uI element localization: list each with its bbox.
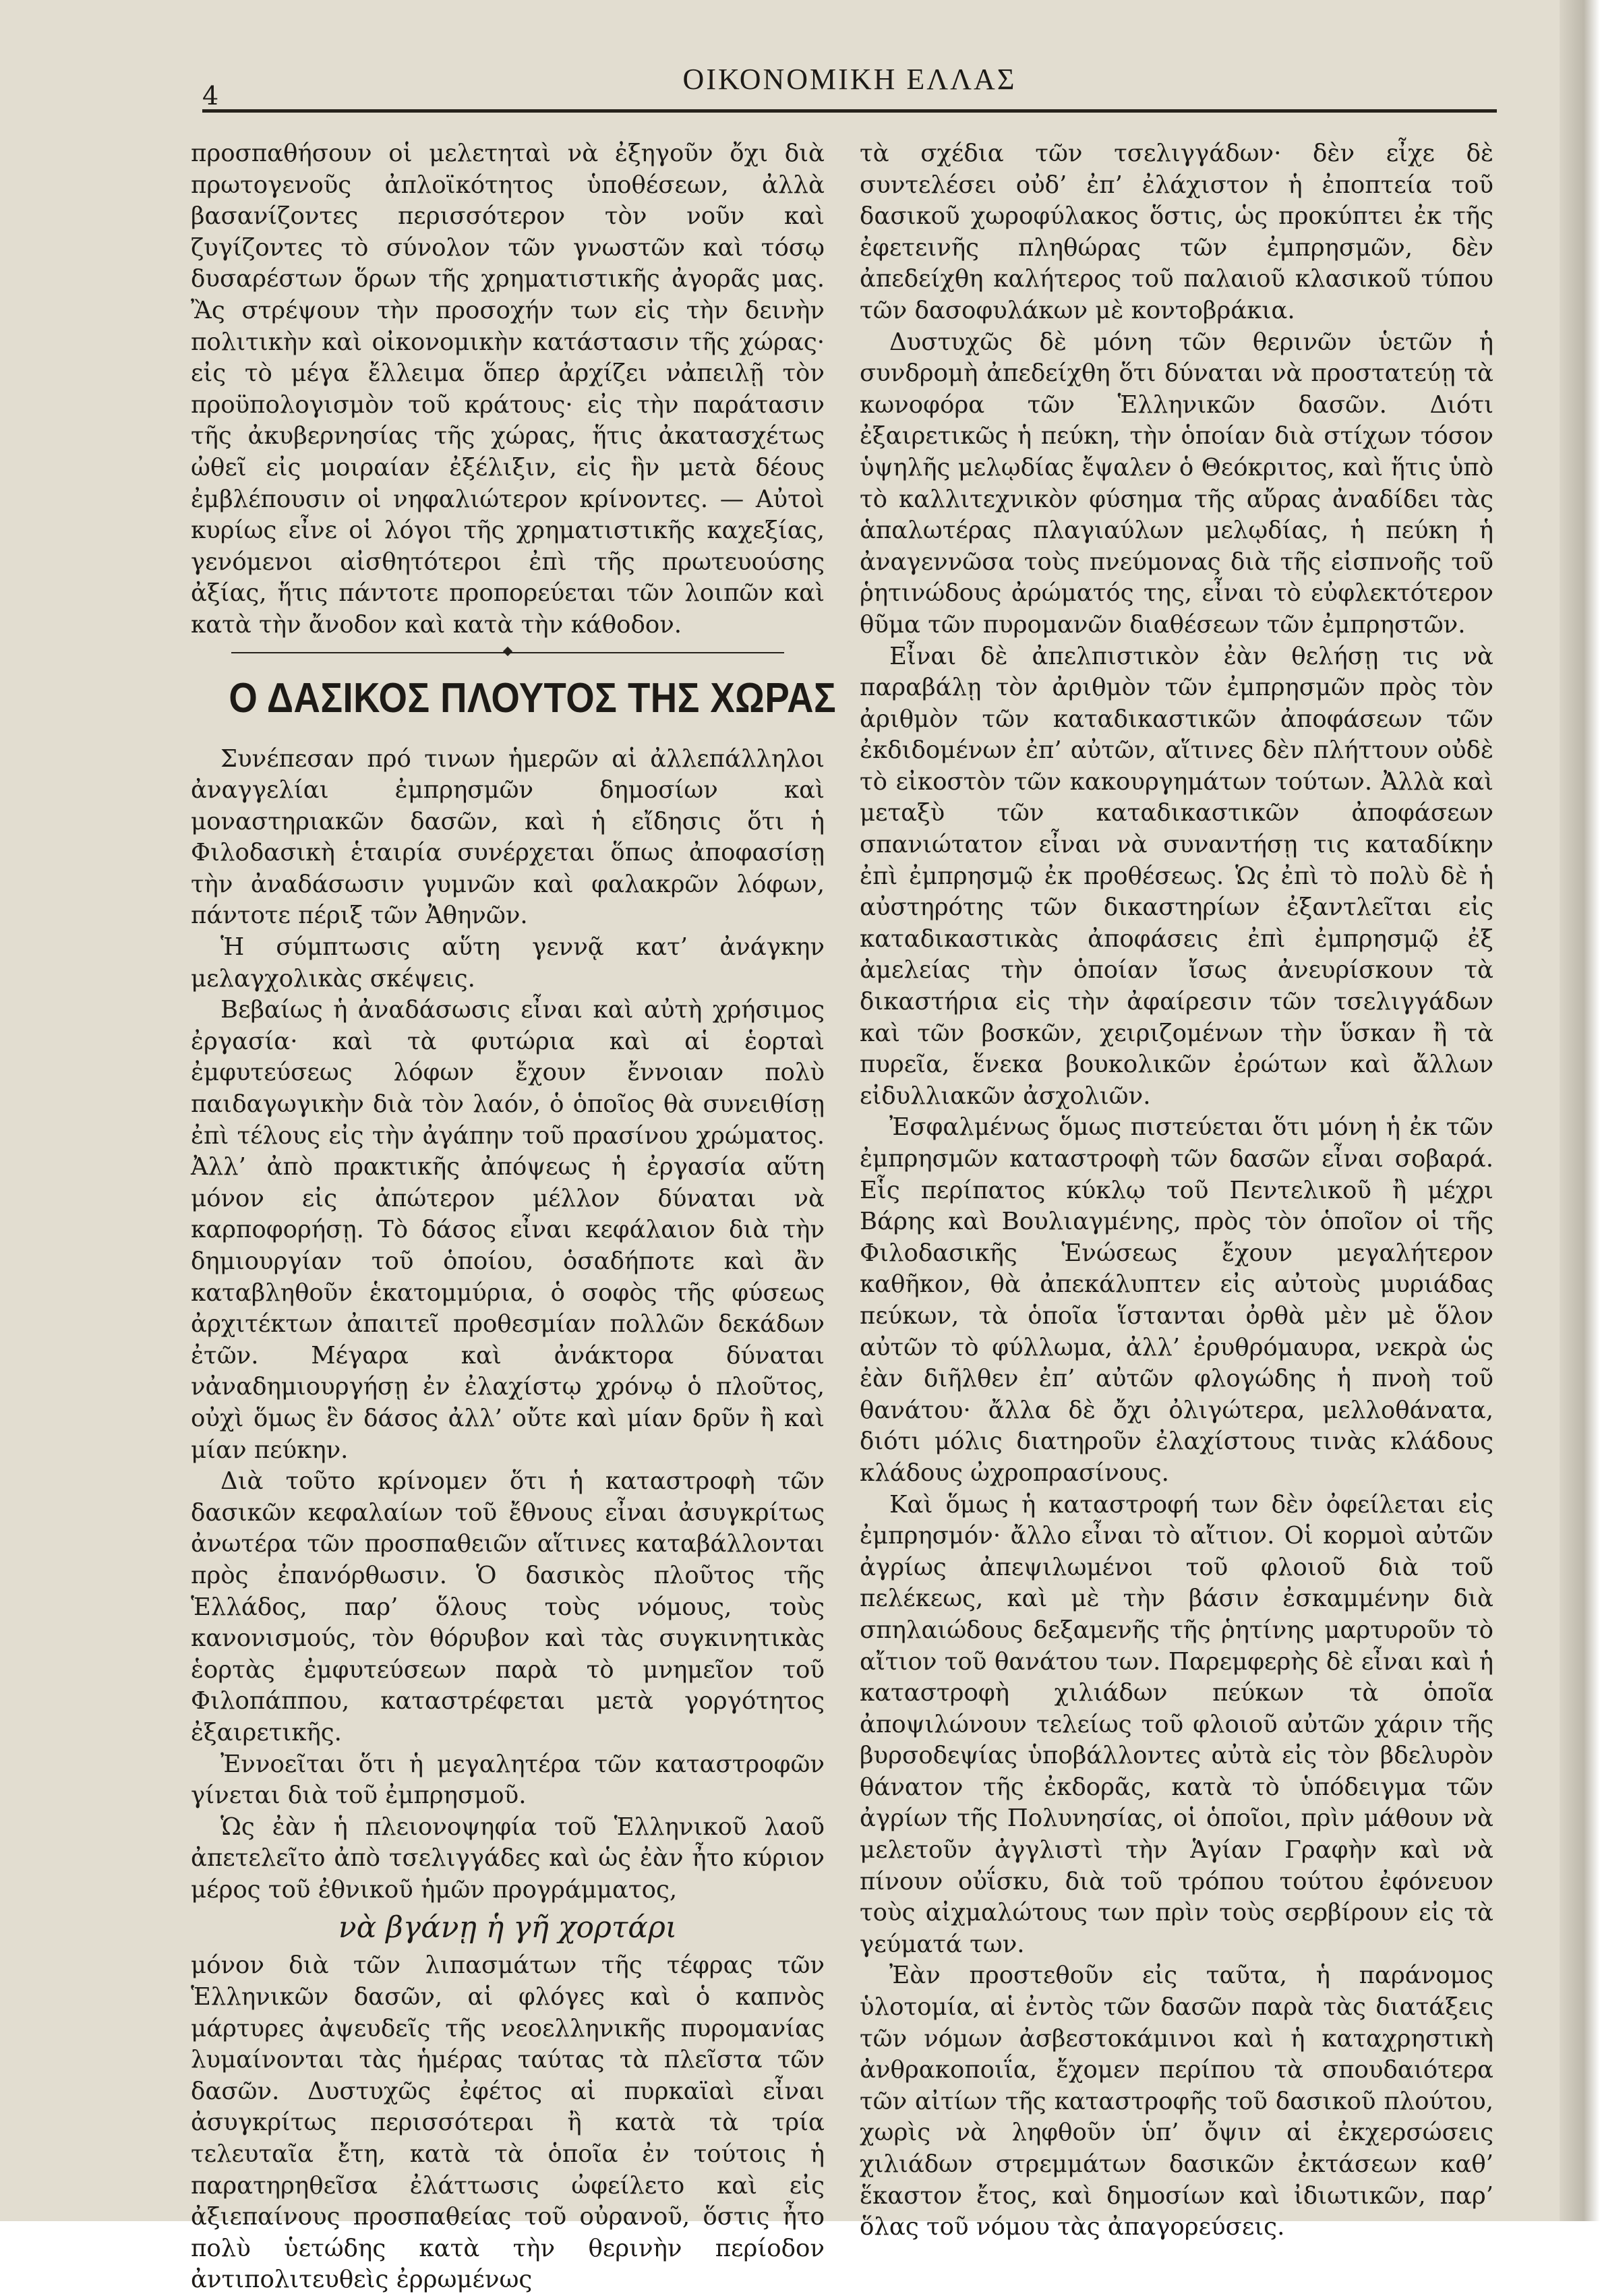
- article-paragraph: Καὶ ὅμως ἡ καταστροφή των δὲν ὀφείλεται εἰς ἐμπρησμόν· ἄλλο εἶναι τὸ αἴτιον. Οἱ κορμοὶ αὐτῶν ἀγρίως ἀπεψιλωμένοι τοῦ φλοιοῦ διὰ τοῦ πελέκεως, καὶ μὲ τὴν βάσιν ἐσκαμμένην διὰ σπηλαιώδους δεξαμενῆς τῆς ῥητίνης μαρτυροῦν τὸ αἴτιον τοῦ θανάτου των. Παρεμφερὴς δὲ εἶναι καὶ ἡ καταστροφὴ χιλιάδων πεύκων τὰ ὁποῖα ἀποψιλώνουν τελείως τοῦ φλοιοῦ αὐτῶν χάριν τῆς βυρσοδεψίας ὑποβάλλοντες αὐτὰ εἰς τὸν βδελυρὸν θάνατον τῆς ἐκδορᾶς, κατὰ τὸ ὑπόδειγμα τῶν ἀγρίων τῆς Πολυνησίας, οἱ ὁποῖοι, πρὶν μάθουν νὰ μελετοῦν ἀγγλιστὶ τὴν Ἁγίαν Γραφὴν καὶ νὰ πίνουν οὐΐσκυ, διὰ τοῦ τρόπου τούτου ἐφόνευον τοὺς αἰχμαλώτους των πρὶν τοὺς σερβίρουν εἰς τὰ γεύματά των.: [860, 1490, 1493, 1958]
- article-paragraph: Εἶναι δὲ ἀπελπιστικὸν ἐὰν θελήσῃ τις νὰ παραβάλῃ τὸν ἀριθμὸν τῶν ἐμπρησμῶν πρὸς τὸν ἀριθμὸν τῶν καταδικαστικῶν ἀποφάσεων τῶν ἐκδιδομένων ἐπ’ αὐτῶν, αἵτινες δὲν πλήττουν οὐδὲ τὸ εἰκοστὸν τῶν κακουργημάτων τούτων. Ἀλλὰ καὶ μεταξὺ τῶν καταδικαστικῶν ἀποφάσεων σπανιώτατον εἶναι νὰ συναντήσῃ τις καταδίκην ἐπὶ ἐμπρησμῷ ἐκ προθέσεως. Ὡς ἐπὶ τὸ πολὺ δὲ ἡ αὐστηρότης τῶν δικαστηρίων ἐξαντλεῖται εἰς καταδικαστικὰς ἀποφάσεις ἐπὶ ἐμπρησμῷ ἐξ ἀμελείας τὴν ὁποίαν ἴσως ἀνευρίσκουν τὰ δικαστήρια εἰς τὴν ἀφαίρεσιν τῶν τσελιγγάδων καὶ τῶν βοσκῶν, χειριζομένων τὴν ὕσκαν ἢ τὰ πυρεῖα, ἕνεκα βουκολικῶν ἐρώτων καὶ ἄλλων εἰδυλλιακῶν ἀσχολιῶν.: [860, 642, 1493, 1110]
- verse-quote: νὰ βγάνῃ ἡ γῆ χορτάρι: [338, 1910, 678, 1945]
- divider-ornament: [503, 646, 512, 655]
- article-paragraph: μόνον διὰ τῶν λιπασμάτων τῆς τέφρας τῶν Ἑλληνικῶν δασῶν, αἱ φλόγες καὶ ὁ καπνὸς μάρτυρες ἀψευδεῖς τῆς νεοελληνικῆς πυρομανίας λυμαίνονται τὰς ἡμέρας ταύτας τὰ πλεῖστα τῶν δασῶν. Δυστυχῶς ἐφέτος αἱ πυρκαϊαὶ εἶναι ἀσυγκρίτως περισσότεραι ἢ κατὰ τὰ τρία τελευταῖα ἔτη, κατὰ τὰ ὁποῖα ἐν τούτοις ἡ παρατηρηθεῖσα ἐλάττωσις ὠφείλετο καὶ εἰς ἀξιεπαίνους προσπαθείας τοῦ οὐρανοῦ, ὅστις ἦτο πολὺ ὑετώδης κατὰ τὴν θερινὴν περίοδον ἀντιπολιτευθεὶς ἐρρωμένως: [191, 1951, 825, 2294]
- article-paragraph: Ὡς ἐὰν ἡ πλειονοψηφία τοῦ Ἑλληνικοῦ λαοῦ ἀπετελεῖτο ἀπὸ τσελιγγάδες καὶ ὡς ἐὰν ἦτο κύριον μέρος τοῦ ἐθνικοῦ ἡμῶν προγράμματος,: [191, 1813, 825, 1904]
- header-rule: [202, 109, 1497, 113]
- running-title: ΟΙΚΟΝΟΜΙΚΗ ΕΛΛΑΣ: [682, 63, 1017, 96]
- article-paragraph: Διὰ τοῦτο κρίνομεν ὅτι ἡ καταστροφὴ τῶν δασικῶν κεφαλαίων τοῦ ἔθνους εἶναι ἀσυγκρίτως ἀνωτέρα τῶν προσπαθειῶν αἵτινες καταβάλλονται πρὸς ἐπανόρθωσιν. Ὁ δασικὸς πλοῦτος τῆς Ἑλλάδος, παρ’ ὅλους τοὺς νόμους, τοὺς κανονισμούς, τὸν θόρυβον καὶ τὰς συγκινητικὰς ἑορτὰς ἐμφυτεύσεων παρὰ τὸ μνημεῖον τοῦ Φιλοπάππου, καταστρέφεται μετὰ γοργότητος ἐξαιρετικῆς.: [191, 1467, 825, 1746]
- article-paragraph: Βεβαίως ἡ ἀναδάσωσις εἶναι καὶ αὐτὴ χρήσιμος ἐργασία· καὶ τὰ φυτώρια καὶ αἱ ἑορταὶ ἐμφυτεύσεως λόφων ἔχουν ἔννοιαν πολὺ παιδαγωγικὴν διὰ τὸν λαόν, ὁ ὁποῖος θὰ συνειθίσῃ ἐπὶ τέλους εἰς τὴν ἀγάπην τοῦ πρασίνου χρώματος. Ἀλλ’ ἀπὸ πρακτικῆς ἀπόψεως ἡ ἐργασία αὕτη μόνον εἰς ἀπώτερον μέλλον δύναται νὰ καρποφορήσῃ. Τὸ δάσος εἶναι κεφάλαιον διὰ τὴν δημιουργίαν τοῦ ὁποίου, ὁσαδήποτε καὶ ἂν καταβληθοῦν ἑκατομμύρια, ὁ σοφὸς τῆς φύσεως ἀρχιτέκτων ἀπαιτεῖ προθεσμίαν πολλῶν δεκάδων ἐτῶν. Μέγαρα καὶ ἀνάκτορα δύναται νἀναδημιουργήσῃ ἐν ἐλαχίστῳ χρόνῳ ὁ πλοῦτος, οὐχὶ ὅμως ἓν δάσος ἀλλ’ οὔτε καὶ μίαν δρῦν ἢ καὶ μίαν πεύκην.: [191, 996, 825, 1464]
- article-paragraph: Ἐὰν προστεθοῦν εἰς ταῦτα, ἡ παράνομος ὑλοτομία, αἱ ἐντὸς τῶν δασῶν παρὰ τὰς διατάξεις τῶν νόμων ἀσβεστοκάμινοι καὶ ἡ καταχρηστικὴ ἀνθρακοποιΐα, ἔχομεν περίπου τὰ σπουδαιότερα τῶν αἰτίων τῆς καταστροφῆς τοῦ δασικοῦ πλούτου, χωρὶς νὰ ληφθοῦν ὑπ’ ὄψιν αἱ ἐκχερσώσεις χιλιάδων στρεμμάτων δασικῶν ἐκτάσεων καθ’ ἕκαστον ἔτος, καὶ δημοσίων καὶ ἰδιωτικῶν, παρ’ ὅλας τοῦ νόμου τὰς ἀπαγορεύσεις.: [860, 1962, 1493, 2241]
- page-header: [202, 61, 1497, 115]
- page-number: 4: [202, 81, 219, 111]
- scan-edge-shadow: [1560, 0, 1600, 2221]
- article-paragraph: Ἡ σύμπτωσις αὕτη γεννᾷ κατ’ ἀνάγκην μελαγχολικὰς σκέψεις.: [191, 933, 825, 993]
- left-column: [191, 138, 837, 2296]
- article-paragraph: Συνέπεσαν πρό τινων ἡμερῶν αἱ ἀλλεπάλληλοι ἀναγγελίαι ἐμπρησμῶν δημοσίων καὶ μοναστηριακῶν δασῶν, καὶ ἡ εἴδησις ὅτι ἡ Φιλοδασικὴ ἑταιρία συνέρχεται ὅπως ἀποφασίσῃ τὴν ἀναδάσωσιν γυμνῶν καὶ φαλακρῶν λόφων, πάντοτε πέριξ τῶν Ἀθηνῶν.: [191, 744, 825, 930]
- article-paragraph: Δυστυχῶς δὲ μόνη τῶν θερινῶν ὑετῶν ἡ συνδρομὴ ἀπεδείχθη ὅτι δύναται νὰ προστατεύῃ τὰ κωνοφόρα τῶν Ἑλληνικῶν δασῶν. Διότι ἐξαιρετικῶς ἡ πεύκη, τὴν ὁποίαν διὰ στίχων τόσον ὑψηλῆς μελῳδίας ἔψαλεν ὁ Θεόκριτος, καὶ ἥτις ὑπὸ τὸ καλλιτεχνικὸν φύσημα τῆς αὔρας ἀναδίδει τὰς ἁπαλωτέρας πλαγιαύλων μελῳδίας, ἡ πεύκη ἡ ἀναγεννῶσα τοὺς πνεύμονας διὰ τῆς εἰσπνοῆς τοῦ ῥητινώδους ἀρώματός της, εἶναι τὸ εὐφλεκτότερον θῦμα τῶν πυρομανῶν διαθέσεων τῶν ἐμπρηστῶν.: [860, 328, 1493, 639]
- article-headline: Ο ΔΑΣΙΚΟΣ ΠΛΟΥΤΟΣ ΤΗΣ ΧΩΡΑΣ: [229, 674, 837, 722]
- right-column: [860, 138, 1493, 2243]
- section-divider: [231, 647, 784, 659]
- article-paragraph: Ἐσφαλμένως ὅμως πιστεύεται ὅτι μόνη ἡ ἐκ τῶν ἐμπρησμῶν καταστροφὴ τῶν δασῶν εἶναι σοβαρά. Εἷς περίπατος κύκλῳ τοῦ Πεντελικοῦ ἢ μέχρι Βάρης καὶ Βουλιαγμένης, πρὸς τὸν ὁποῖον οἱ τῆς Φιλοδασικῆς Ἑνώσεως ἔχουν μεγαλήτερον καθῆκον, θὰ ἀπεκάλυπτεν εἰς αὐτοὺς μυριάδας πεύκων, τὰ ὁποῖα ἵστανται ὀρθὰ μὲν μὲ ὅλον αὐτῶν τὸ φύλλωμα, ἀλλ’ ἐρυθρόμαυρα, νεκρὰ ὡς ἐὰν διῆλθεν ἐπ’ αὐτῶν φλογώδης ἡ πνοὴ τοῦ θανάτου· ἄλλα δὲ ὄχι ὀλιγώτερα, μελλοθάνατα, διότι μόλις διατηροῦν ἐλαχίστους τινὰς κλάδους κλάδους ὠχροπρασίνους.: [860, 1113, 1493, 1487]
- intro-paragraph: προσπαθήσουν οἱ μελετηταὶ νὰ ἐξηγοῦν ὄχι διὰ πρωτογενοῦς ἀπλοϊκότητος ὑποθέσεων, ἀλλὰ βασανίζοντες περισσότερον τὸν νοῦν καὶ ζυγίζοντες τὸ σύνολον τῶν γνωστῶν καὶ τόσῳ δυσαρέστων ὅρων τῆς χρηματιστικῆς ἀγορᾶς μας. Ἂς στρέψουν τὴν προσοχήν των εἰς τὴν δεινὴν πολιτικὴν καὶ οἰκονομικὴν κατάστασιν τῆς χώρας· εἰς τὸ μέγα ἔλλειμα ὅπερ ἀρχίζει νἀπειλῇ τὸν προϋπολογισμὸν τοῦ κράτους· εἰς τὴν παράτασιν τῆς ἀκυβερνησίας τῆς χώρας, ἥτις ἀκατασχέτως ὠθεῖ εἰς μοιραίαν ἐξέλιξιν, εἰς ἣν μετὰ δέους ἐμβλέπουσιν οἱ νηφαλιώτερον κρίνοντες. — Αὐτοὶ κυρίως εἶνε οἱ λόγοι τῆς χρηματιστικῆς καχεξίας, γενόμενοι αἰσθητότεροι ἐπὶ τῆς πρωτευούσης ἀξίας, ἥτις πάντοτε προπορεύεται τῶν λοιπῶν καὶ κατὰ τὴν ἄνοδον καὶ κατὰ τὴν κάθοδον.: [191, 140, 825, 639]
- article-paragraph: τὰ σχέδια τῶν τσελιγγάδων· δὲν εἶχε δὲ συντελέσει οὐδ’ ἐπ’ ἐλάχιστον ἡ ἐποπτεία τοῦ δασικοῦ χωροφύλακος ὅστις, ὡς προκύπτει ἐκ τῆς ἐφετεινῆς πληθώρας τῶν ἐμπρησμῶν, δὲν ἀπεδείχθη καλήτερος τοῦ παλαιοῦ κλασικοῦ τύπου τῶν δασοφυλάκων μὲ κοντοβράκια.: [860, 140, 1493, 324]
- article-paragraph: Ἐννοεῖται ὅτι ἡ μεγαλητέρα τῶν καταστροφῶν γίνεται διὰ τοῦ ἐμπρησμοῦ.: [191, 1750, 825, 1810]
